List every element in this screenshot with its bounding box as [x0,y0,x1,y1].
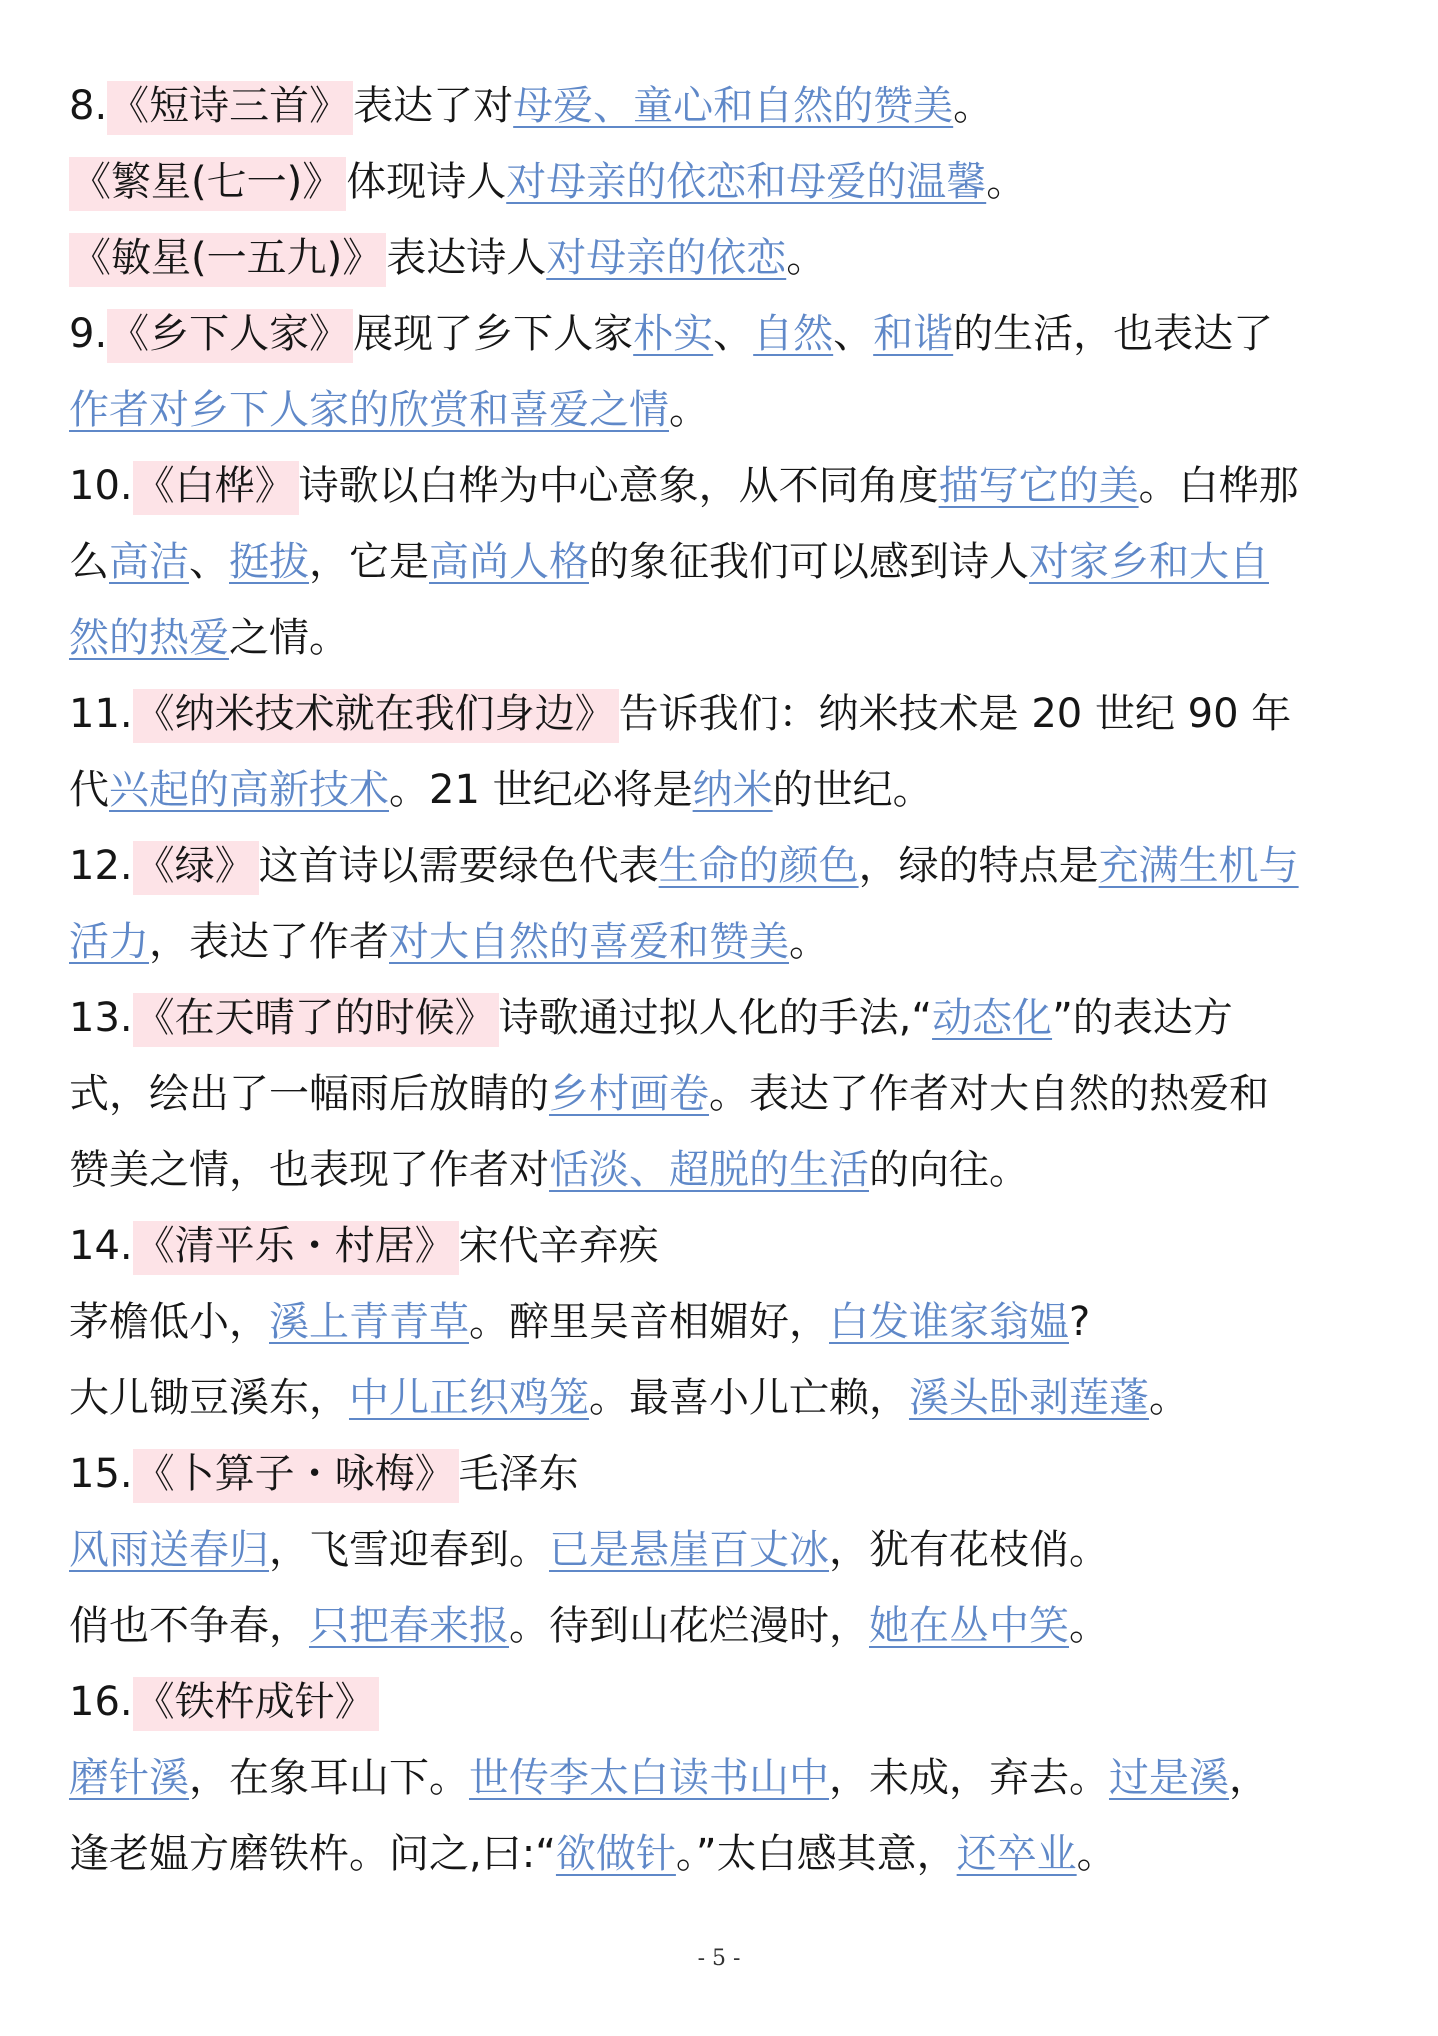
text-segment: 、 [713,311,754,357]
lesson-title: 《铁杵成针》 [133,1677,379,1731]
text-line [69,68,1389,144]
text-segment: 、 [189,539,229,585]
text-segment: 、 [833,311,874,357]
answer-text: 欲做针 [555,1831,676,1877]
text-segment: 的象征我们可以感到诗人 [589,539,1029,585]
text-line [69,600,1389,676]
answer-text: 兴起的高新技术 [109,767,389,813]
text-segment: ，绿的特点是 [858,843,1099,889]
answer-text: 白发谁家翁媪 [829,1299,1069,1345]
text-line [69,1132,1389,1208]
lesson-title: 《绿》 [133,841,259,895]
lesson-title: 《纳米技术就在我们身边》 [133,689,619,743]
text-line [69,144,1389,220]
answer-text: 活力 [69,919,149,965]
text-segment: 体现诗人 [346,159,507,205]
text-segment: 12. [69,843,133,889]
text-segment: 的世纪。 [772,767,933,813]
text-segment: 。”太白感其意， [675,1831,957,1877]
answer-text: 过是溪 [1109,1755,1229,1801]
answer-text: 朴实 [633,311,714,357]
lesson-title: 《白桦》 [133,461,299,515]
text-segment: 。21 世纪必将是 [389,767,693,813]
answer-text: 充满生机与 [1098,843,1299,889]
answer-text: 对大自然的喜爱和赞美 [389,919,789,965]
lesson-title: 《清平乐・村居》 [133,1221,459,1275]
text-segment: 。 [669,387,709,433]
text-segment: 。白桦那 [1138,463,1299,509]
answer-text: 动态化 [932,995,1053,1041]
answer-text: 生命的颜色 [658,843,859,889]
answer-text: 母爱、童心和自然的赞美 [513,83,954,129]
answer-text: 恬淡、超脱的生活 [549,1147,869,1193]
answer-text: 对母亲的依恋和母爱的温馨 [506,159,987,205]
answer-text: 溪上青青草 [269,1299,469,1345]
text-segment: 。 [1149,1375,1189,1421]
text-line [69,1816,1389,1892]
text-segment: ，表达了作者 [149,919,389,965]
lesson-title: 《卜算子・咏梅》 [133,1449,459,1503]
answer-text: 风雨送春归 [69,1527,269,1573]
text-segment: 毛泽东 [458,1451,579,1497]
lesson-title: 《短诗三首》 [107,81,353,135]
text-line [69,1284,1389,1360]
answer-text: 作者对乡下人家的欣赏和喜爱之情 [69,387,669,433]
text-segment: 。醉里吴音相媚好， [469,1299,829,1345]
text-segment: 表达诗人 [386,235,547,281]
text-line [69,1588,1389,1664]
text-segment: 么 [69,539,109,585]
answer-text: 中儿正织鸡笼 [349,1375,589,1421]
text-segment: ，在象耳山下。 [189,1755,469,1801]
text-segment: 。 [986,159,1027,205]
text-line [69,220,1389,296]
text-segment: 。 [1076,1831,1117,1877]
text-segment: 赞美之情，也表现了作者对 [69,1147,549,1193]
text-segment: 9. [69,311,108,357]
text-segment: 。 [786,235,827,281]
answer-text: 高尚人格 [429,539,589,585]
lesson-title: 《乡下人家》 [107,309,353,363]
answer-text: 然的热爱 [69,615,229,661]
text-segment: 的向往。 [869,1147,1029,1193]
text-segment: 15. [69,1451,133,1497]
text-line [69,752,1389,828]
text-segment: 16. [69,1679,133,1725]
text-line [69,1512,1389,1588]
text-segment: 14. [69,1223,133,1269]
text-line [69,1056,1389,1132]
text-segment: ? [1069,1299,1091,1345]
answer-text: 高洁 [109,539,189,585]
text-segment: ”的表达方 [1052,995,1233,1041]
text-segment: 诗歌通过拟人化的手法,“ [498,995,933,1041]
text-segment: 的生活，也表达了 [953,311,1274,357]
lesson-title: 《在天晴了的时候》 [133,993,499,1047]
text-segment: ，未成，弃去。 [829,1755,1109,1801]
study-notes-body [69,68,1389,1892]
text-line [69,448,1389,524]
text-segment: 之情。 [229,615,349,661]
answer-text: 纳米 [692,767,773,813]
text-segment: 诗歌以白桦为中心意象，从不同角度 [298,463,939,509]
text-segment: 11. [69,691,133,737]
page-number: - 5 - [697,1946,741,1971]
text-segment: 。 [789,919,829,965]
answer-text: 和谐 [873,311,954,357]
answer-text: 挺拔 [229,539,309,585]
text-segment: 俏也不争春， [69,1603,309,1649]
text-line [69,1740,1389,1816]
text-segment: 。表达了作者对大自然的热爱和 [709,1071,1269,1117]
text-segment: 告诉我们：纳米技术是 20 世纪 90 年 [618,691,1292,737]
answer-text: 对母亲的依恋 [546,235,787,281]
answer-text: 乡村画卷 [549,1071,709,1117]
text-line [69,296,1389,372]
text-segment: 展现了乡下人家 [353,311,634,357]
text-segment: 宋代辛弃疾 [458,1223,659,1269]
text-line [69,980,1389,1056]
text-segment: ，它是 [309,539,429,585]
answer-text: 自然 [753,311,834,357]
text-line [69,828,1389,904]
text-segment: 8. [69,83,108,129]
text-segment: 。 [1069,1603,1109,1649]
text-line [69,524,1389,600]
answer-text: 她在丛中笑 [869,1603,1069,1649]
text-segment: 13. [69,995,133,1041]
answer-text: 还卒业 [956,1831,1077,1877]
text-segment: 代 [69,767,109,813]
answer-text: 描写它的美 [938,463,1139,509]
text-line [69,676,1389,752]
text-segment: 这首诗以需要绿色代表 [258,843,659,889]
text-segment: 茅檐低小， [69,1299,269,1345]
text-line [69,1664,1389,1740]
text-segment: ， [1229,1755,1269,1801]
text-segment: 。 [953,83,994,129]
text-segment: ，飞雪迎春到。 [269,1527,549,1573]
text-line [69,372,1389,448]
text-segment: 式，绘出了一幅雨后放睛的 [69,1071,549,1117]
answer-text: 只把春来报 [309,1603,509,1649]
lesson-title: 《繁星(七一)》 [69,157,346,211]
answer-text: 对家乡和大自 [1029,539,1269,585]
text-segment: 。待到山花烂漫时， [509,1603,869,1649]
answer-text: 已是悬崖百丈冰 [549,1527,829,1573]
text-segment: 表达了对 [353,83,514,129]
answer-text: 磨针溪 [69,1755,189,1801]
text-line [69,904,1389,980]
text-line [69,1436,1389,1512]
text-segment: 大儿锄豆溪东， [69,1375,349,1421]
lesson-title: 《敏星(一五九)》 [69,233,386,287]
answer-text: 溪头卧剥莲蓬 [909,1375,1149,1421]
text-segment: 。最喜小儿亡赖， [589,1375,909,1421]
answer-text: 世传李太白读书山中 [469,1755,829,1801]
text-segment: ，犹有花枝俏。 [829,1527,1109,1573]
text-line [69,1360,1389,1436]
text-line [69,1208,1389,1284]
text-segment: 逢老媪方磨铁杵。问之,曰:“ [69,1831,556,1877]
text-segment: 10. [69,463,133,509]
